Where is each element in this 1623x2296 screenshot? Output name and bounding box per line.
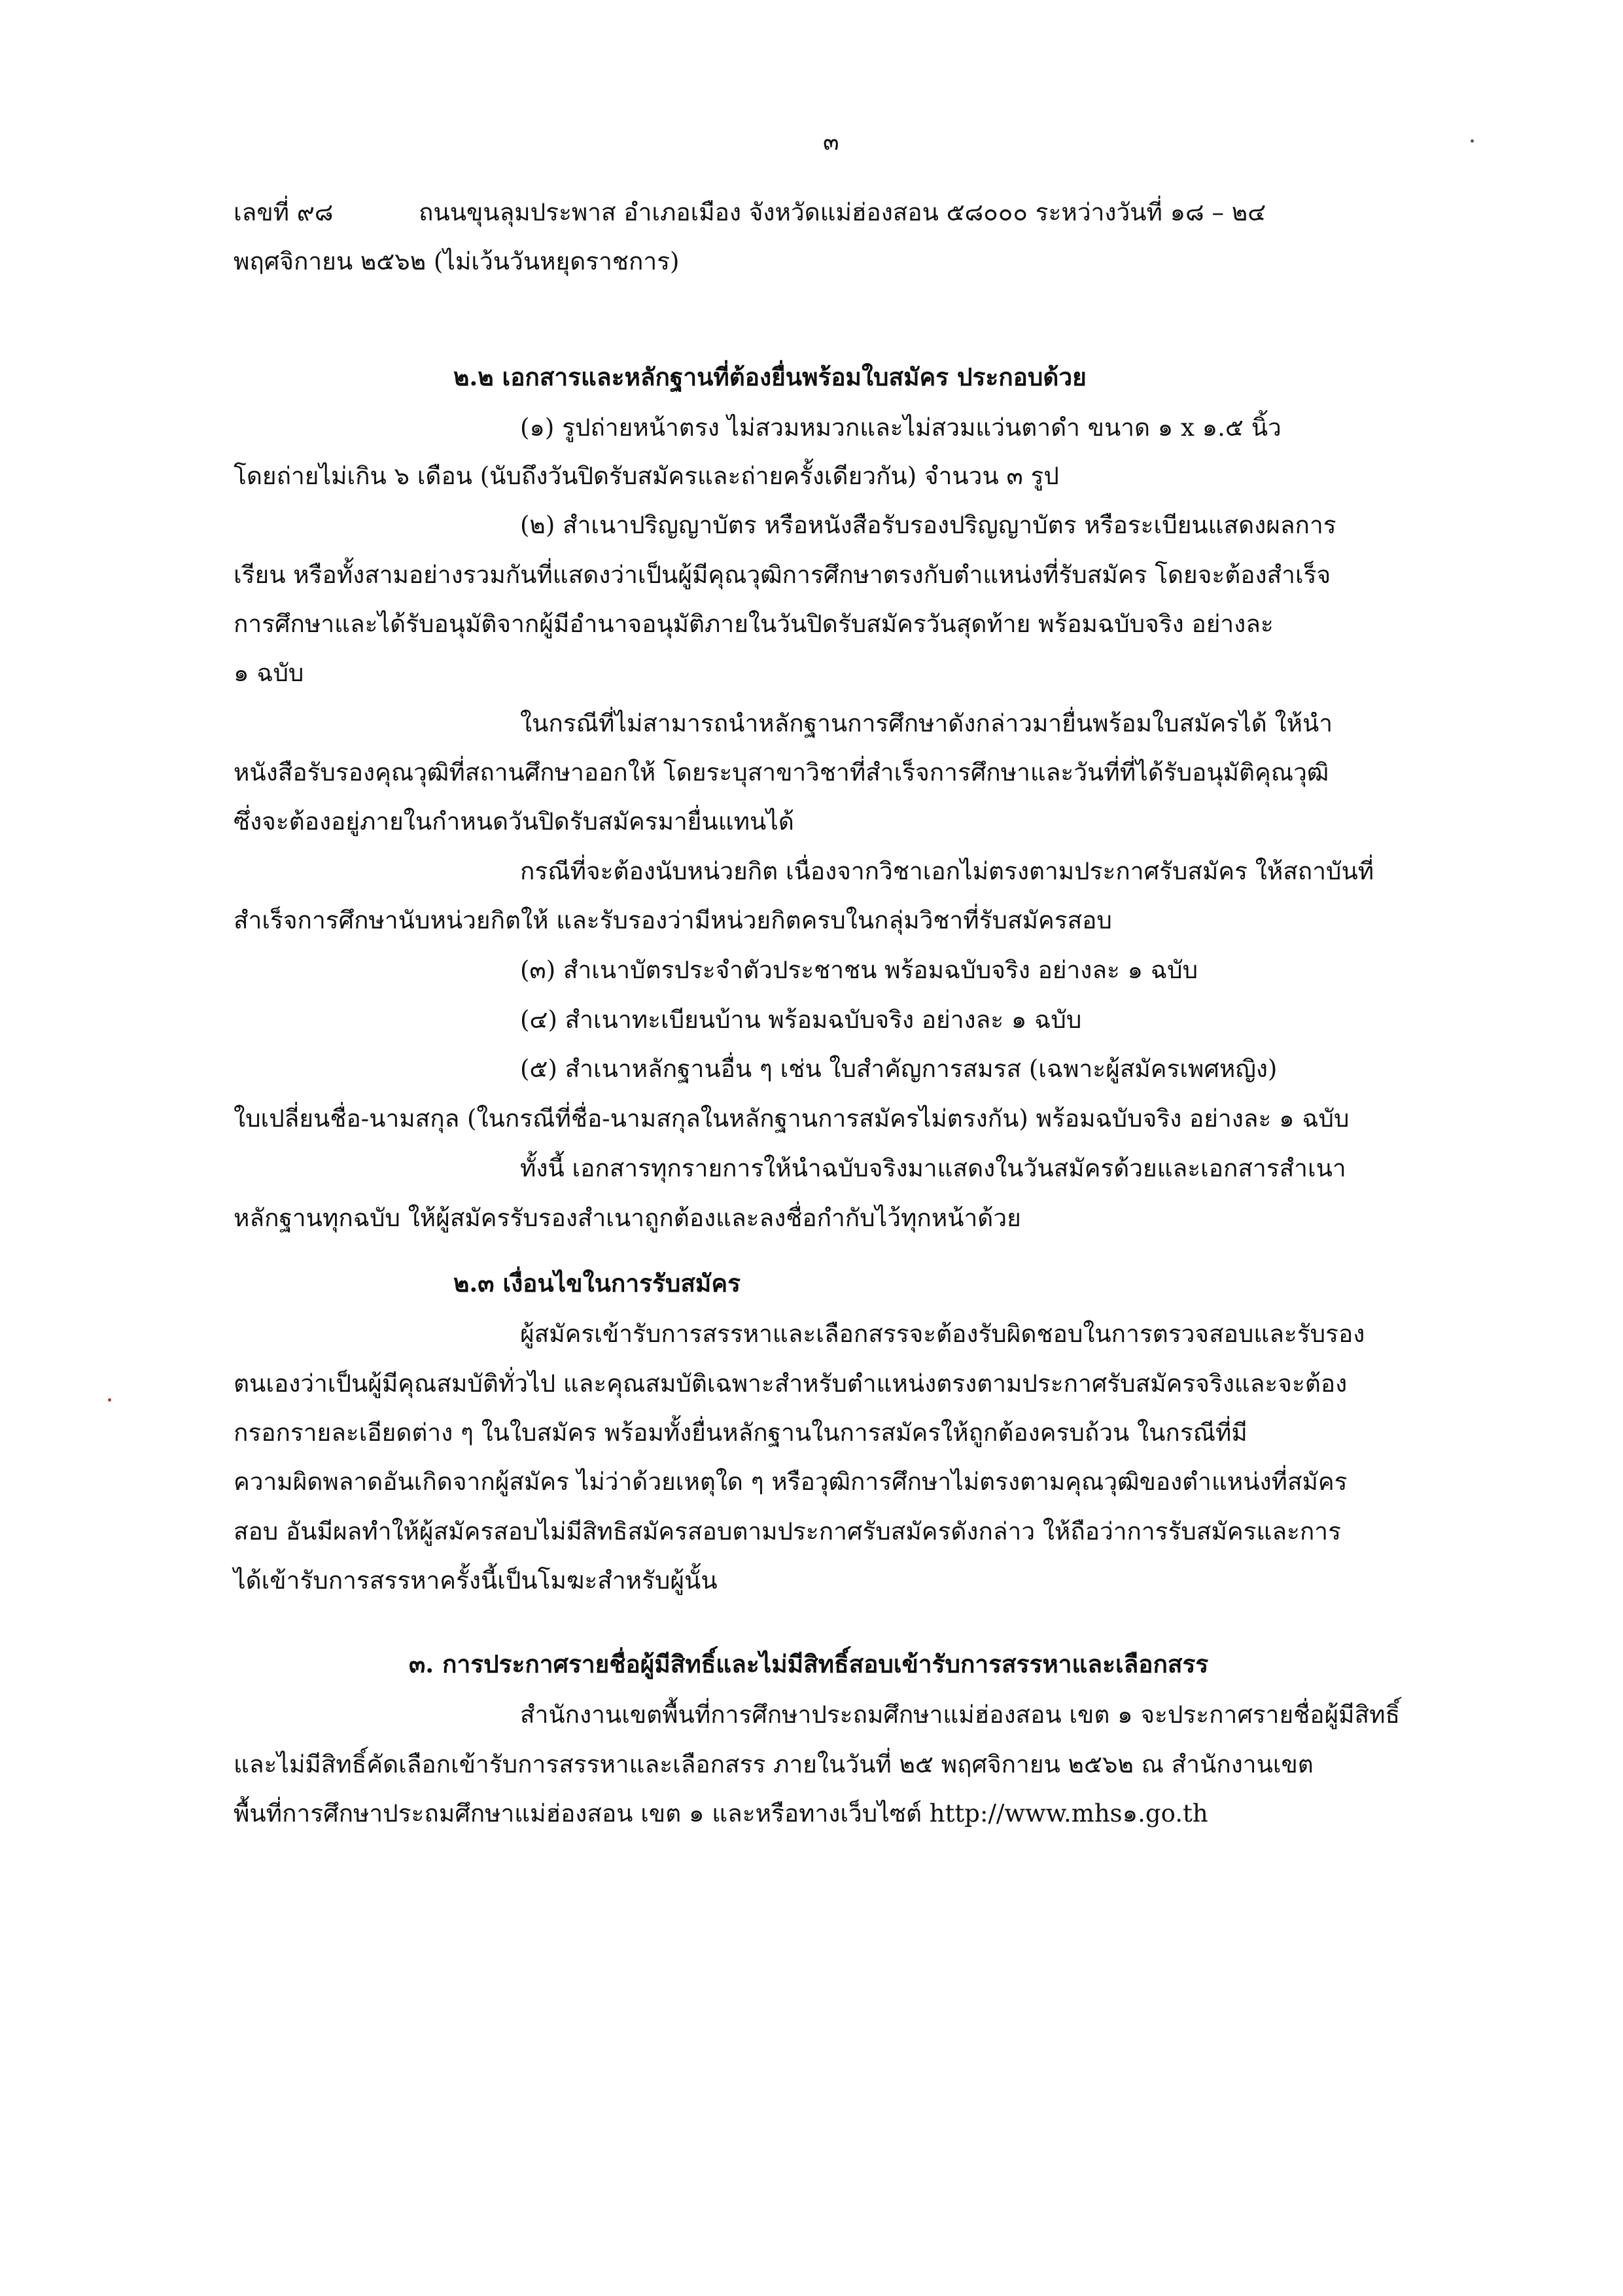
item-2-line-3: การศึกษาและได้รับอนุมัติจากผู้มีอำนาจอนุมัติภายในวันปิดรับสมัครวันสุดท้าย พร้อมฉบับจริง อย่างละ	[234, 610, 1274, 638]
item-2-line-1: (๒) สำเนาปริญญาบัตร หรือหนังสือรับรองปริญญาบัตร หรือระเบียนแสดงผลการ	[520, 511, 1336, 539]
announcement-line-2: และไม่มีสิทธิ์คัดเลือกเข้ารับการสรรหาและเลือกสรร ภายในวันที่ ๒๕ พฤศจิกายน ๒๕๖๒ ณ สำนักงานเขต	[234, 1750, 1314, 1778]
case-2-line-1: กรณีที่จะต้องนับหน่วยกิต เนื่องจากวิชาเอกไม่ตรงตามประกาศรับสมัคร ให้สถาบันที่	[520, 857, 1374, 885]
conditions-line-4: ความผิดพลาดอันเกิดจากผู้สมัคร ไม่ว่าด้วยเหตุใด ๆ หรือวุฒิการศึกษาไม่ตรงตามคุณวุฒิของตำแหน่งที่สมัคร	[234, 1468, 1348, 1496]
section-3-heading: ๓. การประกาศรายชื่อผู้มีสิทธิ์และไม่มีสิทธิ์สอบเข้ารับการสรรหาและเลือกสรร	[409, 1650, 1209, 1678]
conditions-line-3: กรอกรายละเอียดต่าง ๆ ในใบสมัคร พร้อมทั้งยื่นหลักฐานในการสมัครให้ถูกต้องครบถ้วน ในกรณีที่มี	[234, 1419, 1248, 1447]
section-2-3-heading: ๒.๓ เงื่อนไขในการรับสมัคร	[453, 1269, 741, 1298]
page-number: ๓	[823, 129, 839, 156]
section-2-2-heading: ๒.๒ เอกสารและหลักฐานที่ต้องยื่นพร้อมใบสมัคร ประกอบด้วย	[453, 362, 1087, 391]
note-line-2: หลักฐานทุกฉบับ ให้ผู้สมัครรับรองสำเนาถูกต้องและลงชื่อกำกับไว้ทุกหน้าด้วย	[234, 1204, 1021, 1232]
case-2-line-2: สำเร็จการศึกษานับหน่วยกิตให้ และรับรองว่ามีหน่วยกิตครบในกลุ่มวิชาที่รับสมัครสอบ	[234, 906, 1112, 934]
scan-speck	[1471, 139, 1474, 143]
item-1-line-2: โดยถ่ายไม่เกิน ๖ เดือน (นับถึงวันปิดรับสมัครและถ่ายครั้งเดียวกัน) จำนวน ๓ รูป	[234, 462, 1059, 490]
conditions-line-5: สอบ อันมีผลทำให้ผู้สมัครสอบไม่มีสิทธิสมัครสอบตามประกาศรับสมัครดังกล่าว ให้ถือว่าการรับสมัครและการ	[234, 1517, 1341, 1545]
conditions-line-6: ได้เข้ารับการสรรหาครั้งนี้เป็นโมฆะสำหรับผู้นั้น	[234, 1566, 718, 1595]
item-2-line-4: ๑ ฉบับ	[234, 659, 304, 687]
item-3: (๓) สำเนาบัตรประจำตัวประชาชน พร้อมฉบับจริง อย่างละ ๑ ฉบับ	[520, 956, 1198, 984]
scan-speck	[108, 1398, 111, 1402]
announcement-line-3: พื้นที่การศึกษาประถมศึกษาแม่ฮ่องสอน เขต ๑ และหรือทางเว็บไซต์ http://www.mhs๑.go.th	[234, 1799, 1208, 1828]
note-line-1: ทั้งนี้ เอกสารทุกรายการให้นำฉบับจริงมาแสดงในวันสมัครด้วยและเอกสารสำเนา	[520, 1154, 1346, 1182]
case-1-line-1: ในกรณีที่ไม่สามารถนำหลักฐานการศึกษาดังกล่าวมายื่นพร้อมใบสมัครได้ ให้นำ	[520, 709, 1333, 737]
conditions-line-1: ผู้สมัครเข้ารับการสรรหาและเลือกสรรจะต้องรับผิดชอบในการตรวจสอบและรับรอง	[520, 1320, 1365, 1348]
item-1-line-1: (๑) รูปถ่ายหน้าตรง ไม่สวมหมวกและไม่สวมแว่นตาดำ ขนาด ๑ x ๑.๕ นิ้ว	[520, 414, 1282, 442]
address-line-prefix: เลขที่ ๙๘	[234, 198, 334, 226]
case-1-line-3: ซึ่งจะต้องอยู่ภายในกำหนดวันปิดรับสมัครมายื่นแทนได้	[234, 807, 794, 836]
item-4: (๔) สำเนาทะเบียนบ้าน พร้อมฉบับจริง อย่างละ ๑ ฉบับ	[520, 1006, 1082, 1034]
announcement-line-1: สำนักงานเขตพื้นที่การศึกษาประถมศึกษาแม่ฮ่องสอน เขต ๑ จะประกาศรายชื่อผู้มีสิทธิ์	[520, 1701, 1401, 1729]
item-5-line-1: (๕) สำเนาหลักฐานอื่น ๆ เช่น ใบสำคัญการสมรส (เฉพาะผู้สมัครเพศหญิง)	[520, 1055, 1278, 1083]
item-2-line-2: เรียน หรือทั้งสามอย่างรวมกันที่แสดงว่าเป็นผู้มีคุณวุฒิการศึกษาตรงกับตำแหน่งที่รับสมัคร โดยจะต้องสำเร็จ	[234, 561, 1331, 589]
address-line: ถนนขุนลุมประพาส อำเภอเมือง จังหวัดแม่ฮ่องสอน ๕๘๐๐๐ ระหว่างวันที่ ๑๘ – ๒๔	[419, 198, 1266, 226]
conditions-line-2: ตนเองว่าเป็นผู้มีคุณสมบัติทั่วไป และคุณสมบัติเฉพาะสำหรับตำแหน่งตรงตามประกาศรับสมัครจริงและจะต้อง	[234, 1369, 1348, 1398]
item-5-line-2: ใบเปลี่ยนชื่อ-นามสกุล (ในกรณีที่ชื่อ-นามสกุลในหลักฐานการสมัครไม่ตรงกัน) พร้อมฉบับจริง อย่างละ ๑ ฉบับ	[234, 1104, 1350, 1133]
date-range-line: พฤศจิกายน ๒๕๖๒ (ไม่เว้นวันหยุดราชการ)	[234, 247, 680, 275]
case-1-line-2: หนังสือรับรองคุณวุฒิที่สถานศึกษาออกให้ โดยระบุสาขาวิชาที่สำเร็จการศึกษาและวันที่ที่ได้รับอนุมัติคุณวุฒิ	[234, 758, 1329, 786]
